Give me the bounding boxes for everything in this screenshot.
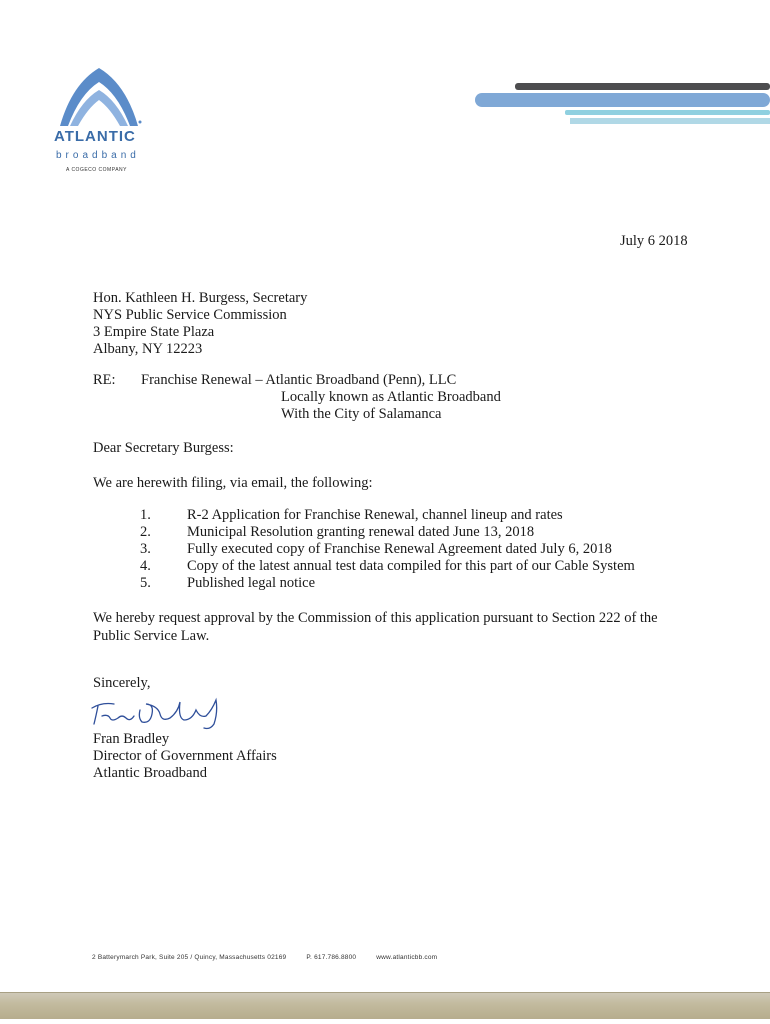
list-item-text: Fully executed copy of Franchise Renewal Agreement dated July 6, 2018: [187, 541, 612, 557]
list-item: [140, 507, 635, 524]
list-item-number: 5.: [140, 575, 151, 591]
recipient-street: 3 Empire State Plaza: [93, 324, 215, 340]
intro-line: We are herewith filing, via email, the following:: [93, 475, 373, 491]
letterhead-footer: [92, 954, 455, 961]
footer-phone: P. 617.786.8800: [306, 954, 357, 961]
brand-name: ATLANTIC: [54, 128, 136, 145]
letterhead-swoosh: [470, 78, 770, 128]
letter-date: July 6 2018: [620, 233, 688, 249]
list-item-number: 4.: [140, 558, 151, 574]
list-item-text: Published legal notice: [187, 575, 316, 591]
footer-website: www.atlanticbb.com: [376, 954, 438, 961]
list-item: [140, 558, 635, 575]
sender-company: Atlantic Broadband: [93, 765, 207, 781]
recipient-name: Hon. Kathleen H. Burgess, Secretary: [93, 290, 308, 306]
sender-block: [93, 731, 277, 782]
footer-address: 2 Batterymarch Park, Suite 205 / Quincy, Massachusetts 02169: [92, 954, 287, 961]
scan-edge-bar: [0, 992, 770, 1019]
list-item-number: 2.: [140, 524, 151, 540]
re-label: RE:: [93, 372, 116, 388]
list-item: [140, 524, 635, 541]
handwritten-signature: [88, 688, 228, 732]
recipient-address: [93, 290, 307, 358]
filing-list: [140, 507, 635, 592]
valediction: Sincerely,: [93, 675, 151, 691]
salutation: Dear Secretary Burgess:: [93, 440, 234, 456]
recipient-city: Albany, NY 12223: [93, 341, 203, 357]
list-item-number: 1.: [140, 507, 151, 523]
list-item-text: Copy of the latest annual test data compiled for this part of our Cable System: [187, 558, 635, 574]
list-item: [140, 575, 635, 592]
sender-name: Fran Bradley: [93, 731, 170, 747]
list-item: [140, 541, 635, 558]
list-item-number: 3.: [140, 541, 151, 557]
recipient-org: NYS Public Service Commission: [93, 307, 287, 323]
re-subject: [141, 372, 501, 423]
re-line-1: Franchise Renewal – Atlantic Broadband (Penn), LLC: [141, 372, 457, 388]
list-item-text: R-2 Application for Franchise Renewal, channel lineup and rates: [187, 507, 563, 523]
closing-paragraph: We hereby request approval by the Commission of this application pursuant to Section 222 of the Public Service Law.: [93, 610, 658, 644]
brand-tagline: A COGECO COMPANY: [66, 167, 127, 173]
sender-title: Director of Government Affairs: [93, 748, 277, 764]
list-item-text: Municipal Resolution granting renewal dated June 13, 2018: [187, 524, 535, 540]
brand-division: broadband: [56, 150, 140, 161]
re-line-3: With the City of Salamanca: [281, 406, 442, 422]
re-line-2: Locally known as Atlantic Broadband: [281, 389, 501, 405]
